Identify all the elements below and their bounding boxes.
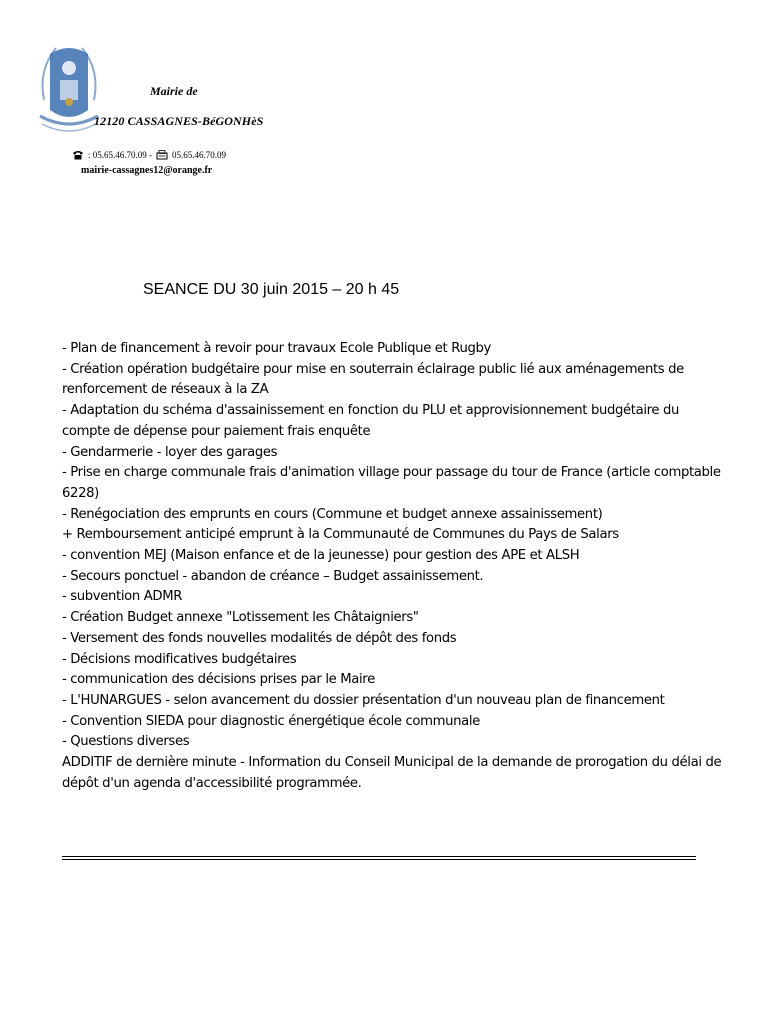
contact-line (72, 150, 226, 160)
phone-number: : 05.65.46.70.09 - (88, 150, 152, 160)
agenda-item: - Création opération budgétaire pour mise en souterrain éclairage public lié aux aménagements de renforcement de réseaux à la ZA (62, 361, 684, 398)
agenda-item: - Adaptation du schéma d'assainissement en fonction du PLU et approvisionnement budgétaire du compte de dépense pour paiement frais enquête (62, 403, 680, 439)
seance-title: SEANCE DU 30 juin 2015 – 20 h 45 (143, 281, 400, 298)
agenda-item: - subvention ADMR (62, 589, 183, 605)
agenda-item: - Versement des fonds nouvelles modalités de dépôt des fonds (62, 630, 457, 646)
agenda-list (62, 339, 722, 794)
agenda-item: - Renégociation des emprunts en cours (Commune et budget annexe assainissement) (62, 506, 603, 522)
agenda-item: - convention MEJ (Maison enfance et de la jeunesse) pour gestion des APE et ALSH (62, 548, 580, 564)
email-address: mairie-cassagnes12@orange.fr (81, 165, 213, 176)
fax-icon (156, 150, 168, 160)
agenda-item: - Décisions modificatives budgétaires (62, 651, 297, 667)
agenda-item: - Prise en charge communale frais d'animation village pour passage du tour de France (article comptable 6228) (62, 465, 721, 501)
agenda-item: - Création Budget annexe "Lotissement les Châtaigniers" (62, 610, 419, 626)
double-rule-divider (62, 856, 696, 860)
agenda-item: - Questions diverses (62, 734, 190, 750)
commune-address: 12120 CASSAGNES-BéGONHèS (94, 114, 264, 128)
agenda-item: - L'HUNARGUES - selon avancement du dossier présentation d'un nouveau plan de financement (62, 692, 665, 708)
telephone-icon (72, 150, 84, 160)
fax-number: 05.65.46.70.09 (172, 150, 226, 160)
town-crest-logo (36, 40, 102, 136)
agenda-item: + Remboursement anticipé emprunt à la Communauté de Communes du Pays de Salars (62, 527, 619, 543)
agenda-item: - Secours ponctuel - abandon de créance – Budget assainissement. (62, 568, 484, 584)
agenda-additif: ADDITIF de dernière minute - Information du Conseil Municipal de la demande de prorogation du délai de dépôt d'un agenda d'accessibilité programmée. (62, 755, 722, 791)
mairie-label: Mairie de (150, 84, 198, 98)
agenda-item: - Gendarmerie - loyer des garages (62, 444, 278, 460)
agenda-item: - communication des décisions prises par le Maire (62, 672, 375, 688)
agenda-item: - Plan de financement à revoir pour travaux Ecole Publique et Rugby (62, 341, 491, 356)
agenda-item: - Convention SIEDA pour diagnostic énergétique école communale (62, 713, 480, 729)
